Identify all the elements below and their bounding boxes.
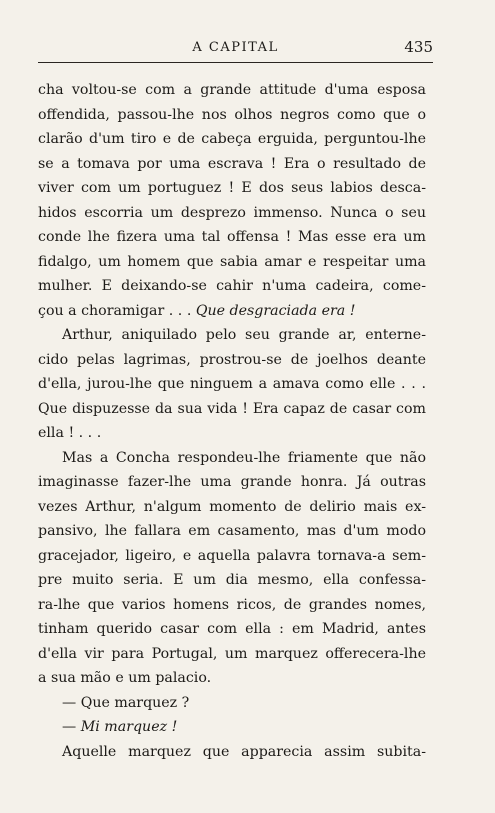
text-line xyxy=(38,152,426,177)
text-line xyxy=(38,103,426,128)
line-text: clarão d'um tiro e de cabeça erguida, perguntou-lhe xyxy=(38,131,426,147)
text-line xyxy=(38,519,426,544)
italic-text: Que desgraciada era ! xyxy=(195,302,356,319)
line-text: mulher. E deixando-se cahir n'uma cadeira, come- xyxy=(38,278,426,294)
text-line xyxy=(38,348,426,373)
text-line xyxy=(38,544,426,569)
text-line xyxy=(38,421,426,446)
running-title: A CAPITAL xyxy=(192,40,279,55)
line-text: Mas a Concha respondeu-lhe friamente que não xyxy=(62,449,426,466)
body-text xyxy=(38,78,426,764)
text-line xyxy=(38,740,426,765)
text-line xyxy=(38,617,426,642)
line-text: pansivo, lhe fallara em casamento, mas d'um modo xyxy=(38,523,426,539)
line-text: fidalgo, um homem que sabia amar e respeitar uma xyxy=(38,253,426,270)
line-text: — Que marquez ? xyxy=(62,694,190,711)
text-line xyxy=(38,715,426,740)
line-text: se a tomava por uma escrava ! Era o resultado de xyxy=(38,155,426,172)
text-line xyxy=(38,323,426,348)
line-text: pre muito seria. E um dia mesmo, ella confessa- xyxy=(38,572,426,588)
line-text: vezes Arthur, n'algum momento de delirio mais ex- xyxy=(38,498,426,515)
text-line xyxy=(38,397,426,422)
text-line xyxy=(38,274,426,299)
text-line xyxy=(38,78,426,103)
text-line xyxy=(38,568,426,593)
text-line xyxy=(38,225,426,250)
header-rule xyxy=(38,62,433,63)
line-text: d'ella, jurou-lhe que ninguem a amava como elle . . . xyxy=(38,376,426,392)
line-text: viver com um portuguez ! E dos seus labios desca- xyxy=(38,180,426,196)
text-line xyxy=(38,593,426,618)
text-line xyxy=(38,176,426,201)
line-text: gracejador, ligeiro, e aquella palavra tornava-a sem- xyxy=(38,547,426,564)
line-text: ella ! . . . xyxy=(38,425,102,441)
text-line xyxy=(38,201,426,226)
line-text: Que dispuzesse da sua vida ! Era capaz de casar com xyxy=(38,400,426,417)
line-text: ra-lhe que varios homens ricos, de grandes nomes, xyxy=(38,596,426,613)
line-text: d'ella vir para Portugal, um marquez offerecera-lhe xyxy=(38,645,426,662)
line-text: conde lhe fizera uma tal offensa ! Mas esse era um xyxy=(38,229,426,245)
line-text: çou a choramigar . . . xyxy=(38,302,196,319)
line-text: tinham querido casar com ella : em Madrid, antes xyxy=(38,621,426,637)
line-text: cido pelas lagrimas, prostrou-se de joelhos deante xyxy=(38,351,426,368)
line-text: Arthur, aniquilado pelo seu grande ar, enterne- xyxy=(62,327,426,343)
text-line xyxy=(38,299,426,324)
line-text: — xyxy=(62,719,81,735)
line-text: a sua mão e um palacio. xyxy=(38,670,212,686)
text-line xyxy=(38,127,426,152)
text-line xyxy=(38,446,426,471)
running-header xyxy=(38,36,433,60)
italic-text: Mi marquez ! xyxy=(80,719,178,735)
line-text: Aquelle marquez que apparecia assim subita- xyxy=(62,743,426,760)
line-text: cha voltou-se com a grande attitude d'uma esposa xyxy=(38,82,426,98)
line-text: hidos escorria um desprezo immenso. Nunca o seu xyxy=(38,204,426,221)
text-line xyxy=(38,372,426,397)
text-line xyxy=(38,642,426,667)
page-number: 435 xyxy=(404,38,433,56)
line-text: imaginasse fazer-lhe uma grande honra. Já outras xyxy=(38,474,426,490)
text-line xyxy=(38,666,426,691)
text-line xyxy=(38,495,426,520)
text-line xyxy=(38,691,426,716)
text-line xyxy=(38,250,426,275)
text-line xyxy=(38,470,426,495)
line-text: offendida, passou-lhe nos olhos negros como que o xyxy=(38,106,426,123)
